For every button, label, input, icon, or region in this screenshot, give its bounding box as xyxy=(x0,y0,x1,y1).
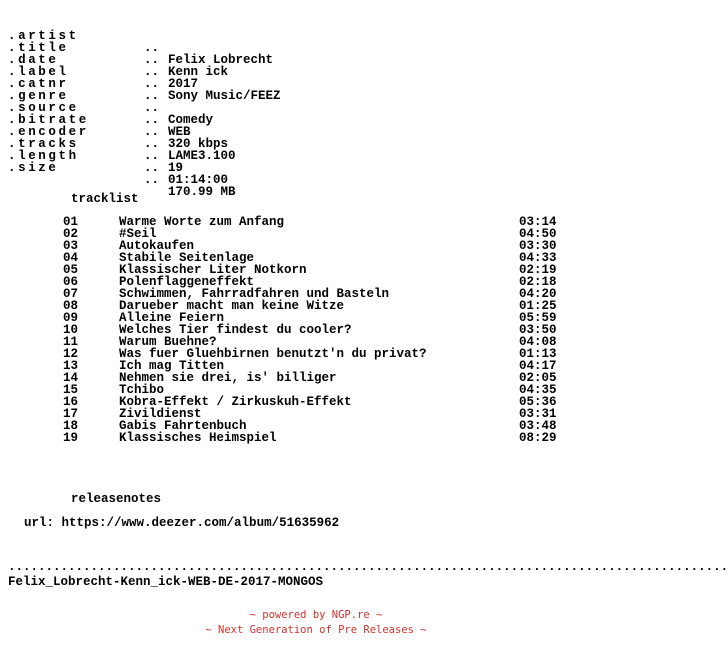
track-length: 02:19 xyxy=(519,263,557,277)
track-length: 05:59 xyxy=(519,311,557,325)
divider-dots: ................................................................................................ xyxy=(8,560,728,574)
info-value: WEB xyxy=(168,125,191,139)
url-link[interactable]: https://www.deezer.com/album/51635962 xyxy=(61,516,340,530)
track-number: 13 xyxy=(63,359,79,373)
url-line xyxy=(24,516,339,530)
track-number: 01 xyxy=(63,215,79,229)
info-key: .size xyxy=(8,161,59,175)
track-title: Ich mag Titten xyxy=(119,359,225,373)
track-number: 16 xyxy=(63,395,79,409)
track-number: 06 xyxy=(63,275,79,289)
info-key: .length xyxy=(8,149,79,163)
track-title: Darueber macht man keine Witze xyxy=(119,299,345,313)
info-key: .bitrate xyxy=(8,113,89,127)
info-sep: .. xyxy=(144,125,160,139)
tracklist xyxy=(0,216,632,444)
track-length: 03:31 xyxy=(519,407,557,421)
info-sep: .. xyxy=(144,113,160,127)
info-sep: .. xyxy=(144,173,160,187)
track-number: 04 xyxy=(63,251,79,265)
info-sep: .. xyxy=(144,53,160,67)
info-value: Felix Lobrecht xyxy=(168,53,274,67)
track-title: Stabile Seitenlage xyxy=(119,251,255,265)
info-key: .label xyxy=(8,65,69,79)
info-sep: .. xyxy=(144,161,160,175)
track-title: Schwimmen, Fahrradfahren und Basteln xyxy=(119,287,390,301)
track-title: Gabis Fahrtenbuch xyxy=(119,419,247,433)
track-number: 02 xyxy=(63,227,79,241)
releasenotes-heading: releasenotes xyxy=(71,492,162,506)
track-number: 09 xyxy=(63,311,79,325)
info-key: .title xyxy=(8,41,69,55)
track-number: 07 xyxy=(63,287,79,301)
info-value: 2017 xyxy=(168,77,199,91)
track-number: 17 xyxy=(63,407,79,421)
track-title: Polenflaggeneffekt xyxy=(119,275,255,289)
track-length: 04:33 xyxy=(519,251,557,265)
info-value: Kenn ick xyxy=(168,65,229,79)
info-key: .tracks xyxy=(8,137,79,151)
track-length: 02:18 xyxy=(519,275,557,289)
info-key: .catnr xyxy=(8,77,69,91)
info-value: 320 kbps xyxy=(168,137,229,151)
track-length: 04:20 xyxy=(519,287,557,301)
info-value: 19 xyxy=(168,161,184,175)
track-length: 03:30 xyxy=(519,239,557,253)
track-number: 08 xyxy=(63,299,79,313)
track-number: 10 xyxy=(63,323,79,337)
info-key: .source xyxy=(8,101,79,115)
track-title: Warum Buehne? xyxy=(119,335,217,349)
track-length: 08:29 xyxy=(519,431,557,445)
track-title: Was fuer Gluehbirnen benutzt'n du privat? xyxy=(119,347,427,361)
track-length: 03:14 xyxy=(519,215,557,229)
info-sep: .. xyxy=(144,137,160,151)
info-sep: .. xyxy=(144,149,160,163)
track-number: 03 xyxy=(63,239,79,253)
track-title: #Seil xyxy=(119,227,157,241)
track-row xyxy=(0,432,632,444)
track-length: 04:35 xyxy=(519,383,557,397)
track-title: Tchibo xyxy=(119,383,165,397)
track-number: 11 xyxy=(63,335,79,349)
track-length: 01:25 xyxy=(519,299,557,313)
track-length: 03:50 xyxy=(519,323,557,337)
info-value: LAME3.100 xyxy=(168,149,236,163)
info-key: .artist xyxy=(8,29,79,43)
track-length: 04:50 xyxy=(519,227,557,241)
track-number: 18 xyxy=(63,419,79,433)
track-title: Klassischer Liter Notkorn xyxy=(119,263,307,277)
info-key: .genre xyxy=(8,89,69,103)
info-sep: .. xyxy=(144,89,160,103)
info-value: 170.99 MB xyxy=(168,185,236,199)
track-length: 02:05 xyxy=(519,371,557,385)
track-number: 15 xyxy=(63,383,79,397)
track-title: Warme Worte zum Anfang xyxy=(119,215,285,229)
url-label: url: xyxy=(24,516,55,530)
info-sep: .. xyxy=(144,65,160,79)
track-number: 14 xyxy=(63,371,79,385)
track-length: 04:17 xyxy=(519,359,557,373)
info-key: .date xyxy=(8,53,59,67)
info-value: Sony Music/FEEZ xyxy=(168,89,281,103)
track-number: 19 xyxy=(63,431,79,445)
info-value: 01:14:00 xyxy=(168,173,229,187)
track-number: 12 xyxy=(63,347,79,361)
info-value: Comedy xyxy=(168,113,214,127)
track-title: Zivildienst xyxy=(119,407,202,421)
info-sep: .. xyxy=(144,101,160,115)
track-length: 05:36 xyxy=(519,395,557,409)
track-number: 05 xyxy=(63,263,79,277)
track-title: Kobra-Effekt / Zirkuskuh-Effekt xyxy=(119,395,352,409)
info-key: .encoder xyxy=(8,125,89,139)
info-sep: .. xyxy=(144,41,160,55)
track-title: Nehmen sie drei, is' billiger xyxy=(119,371,337,385)
info-sep: .. xyxy=(144,77,160,91)
footer-tagline: ~ Next Generation of Pre Releases ~ xyxy=(205,624,427,636)
track-title: Welches Tier findest du cooler? xyxy=(119,323,352,337)
track-title: Alleine Feiern xyxy=(119,311,225,325)
track-length: 04:08 xyxy=(519,335,557,349)
track-length: 01:13 xyxy=(519,347,557,361)
track-length: 03:48 xyxy=(519,419,557,433)
track-title: Autokaufen xyxy=(119,239,195,253)
release-name: Felix_Lobrecht-Kenn_ick-WEB-DE-2017-MONGOS xyxy=(8,575,324,589)
footer-powered-by: ~ powered by NGP.re ~ xyxy=(249,609,383,621)
track-title: Klassisches Heimspiel xyxy=(119,431,277,445)
tracklist-heading: tracklist xyxy=(71,192,139,206)
